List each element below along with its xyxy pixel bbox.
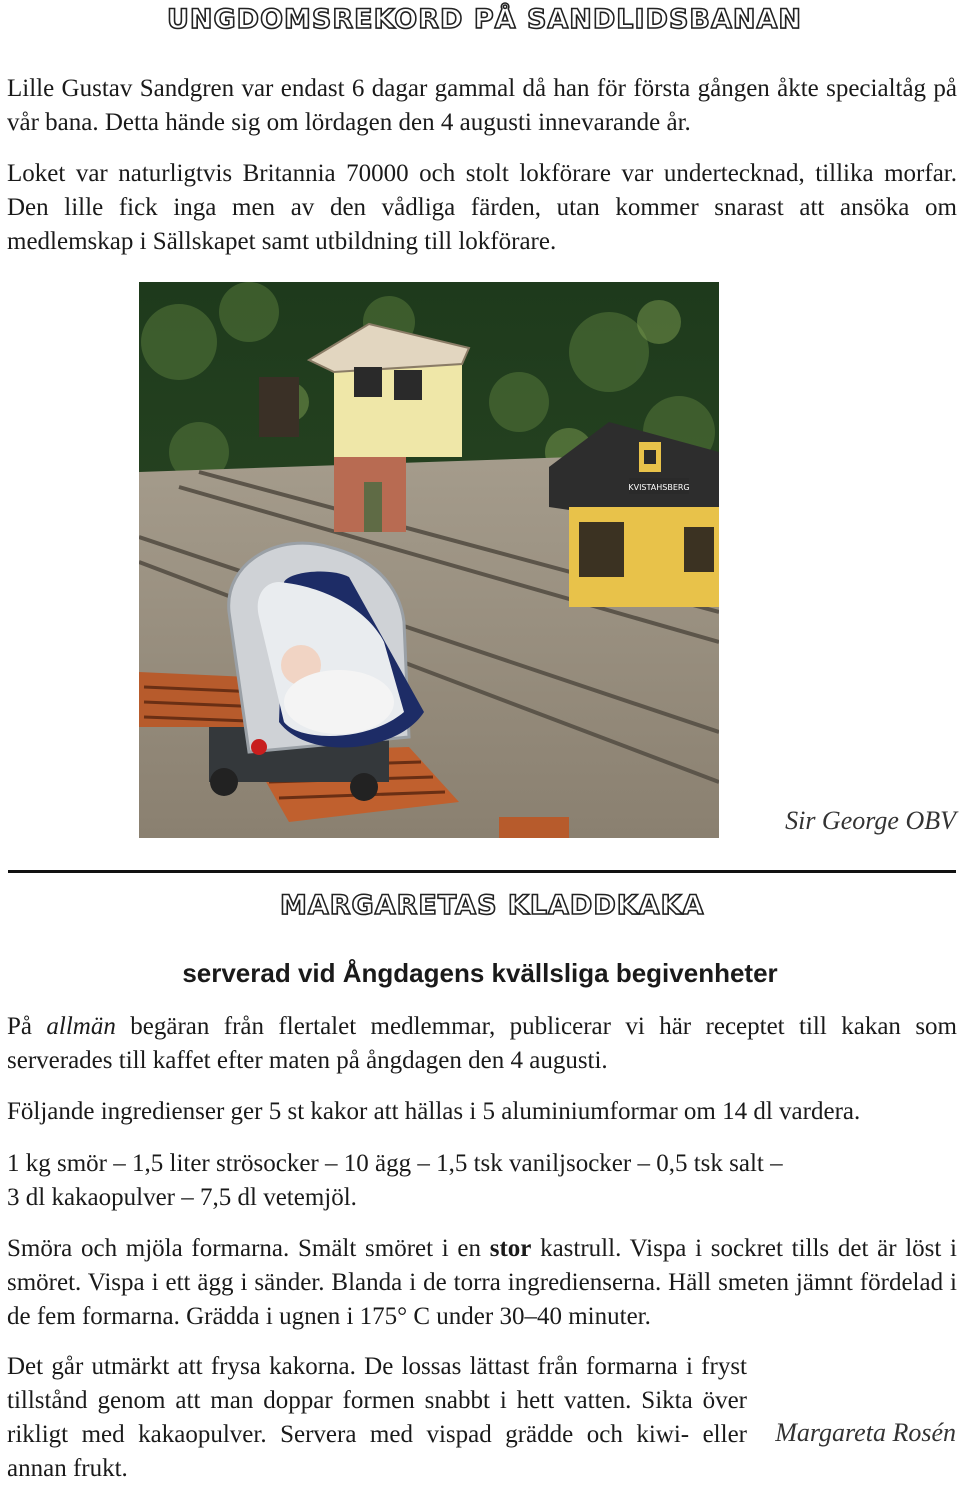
photo-station-sign: KVISTAHSBERG (628, 483, 690, 492)
article-title: MARGARETAS KLADDKAKA (280, 890, 705, 921)
article-signature: Sir George OBV (785, 806, 956, 835)
article-paragraph: Följande ingredienser ger 5 st kakor att hällas i 5 aluminiumformar om 14 dl vardera. (7, 1098, 861, 1125)
section-divider (8, 870, 956, 873)
article-paragraph: Det går utmärkt att frysa kakorna. De lossas lättast från formarna i fryst tillstånd genom att man doppar formen snabbt i hett vatten. Sikta över rikligt med kakaopulver. Servera med vispad grädde och kiwi- eller annan frukt. (7, 1353, 747, 1482)
text-run: begäran från flertalet medlemmar, publicerar vi här receptet till kakan som serverades till kaffet efter maten på ångdagen den 4 augusti. (7, 1013, 957, 1074)
ingredients-line: 1 kg smör – 1,5 liter strösocker – 10 ägg – 1,5 tsk vaniljsocker – 0,5 tsk salt – (7, 1150, 783, 1177)
article-title: UNGDOMSREKORD PÅ SANDLIDSBANAN (167, 4, 802, 35)
article-paragraph (7, 1232, 957, 1334)
text-run: Smöra och mjöla formarna. Smält smöret i en (7, 1235, 490, 1262)
text-run: På (7, 1013, 47, 1040)
article-subtitle: serverad vid Ångdagens kvällsliga begivenheter (182, 958, 778, 988)
article-paragraph (7, 1010, 957, 1078)
ingredients-list (7, 1147, 957, 1215)
photo-baby-on-train (139, 282, 719, 838)
article-signature: Margareta Rosén (775, 1418, 956, 1447)
ingredients-line: 3 dl kakaopulver – 7,5 dl vetemjöl. (7, 1184, 357, 1211)
article-paragraph: Loket var naturligtvis Britannia 70000 och stolt lokförare var undertecknad, tillika morfar. Den lille fick inga men av den vådliga färden, utan kommer snarast att ansöka om medlemskap i Sällskapet samt utbildning till lokförare. (7, 160, 957, 255)
emphasis-text: allmän (46, 1013, 116, 1040)
strong-text: stor (489, 1235, 532, 1262)
text-run: kastrull. Vispa i sockret tills det är löst i smöret. Vispa i ett ägg i sänder. Blanda i de torra ingredienserna. Häll smeten jämnt fördelad i de fem formarna. Grädda i ugnen i 175° C under 30–40 minuter. (7, 1235, 957, 1330)
article-paragraph: Lille Gustav Sandgren var endast 6 dagar gammal då han för första gången åkte specialtåg på vår bana. Detta hände sig om lördagen den 4 augusti innevarande år. (7, 75, 957, 136)
